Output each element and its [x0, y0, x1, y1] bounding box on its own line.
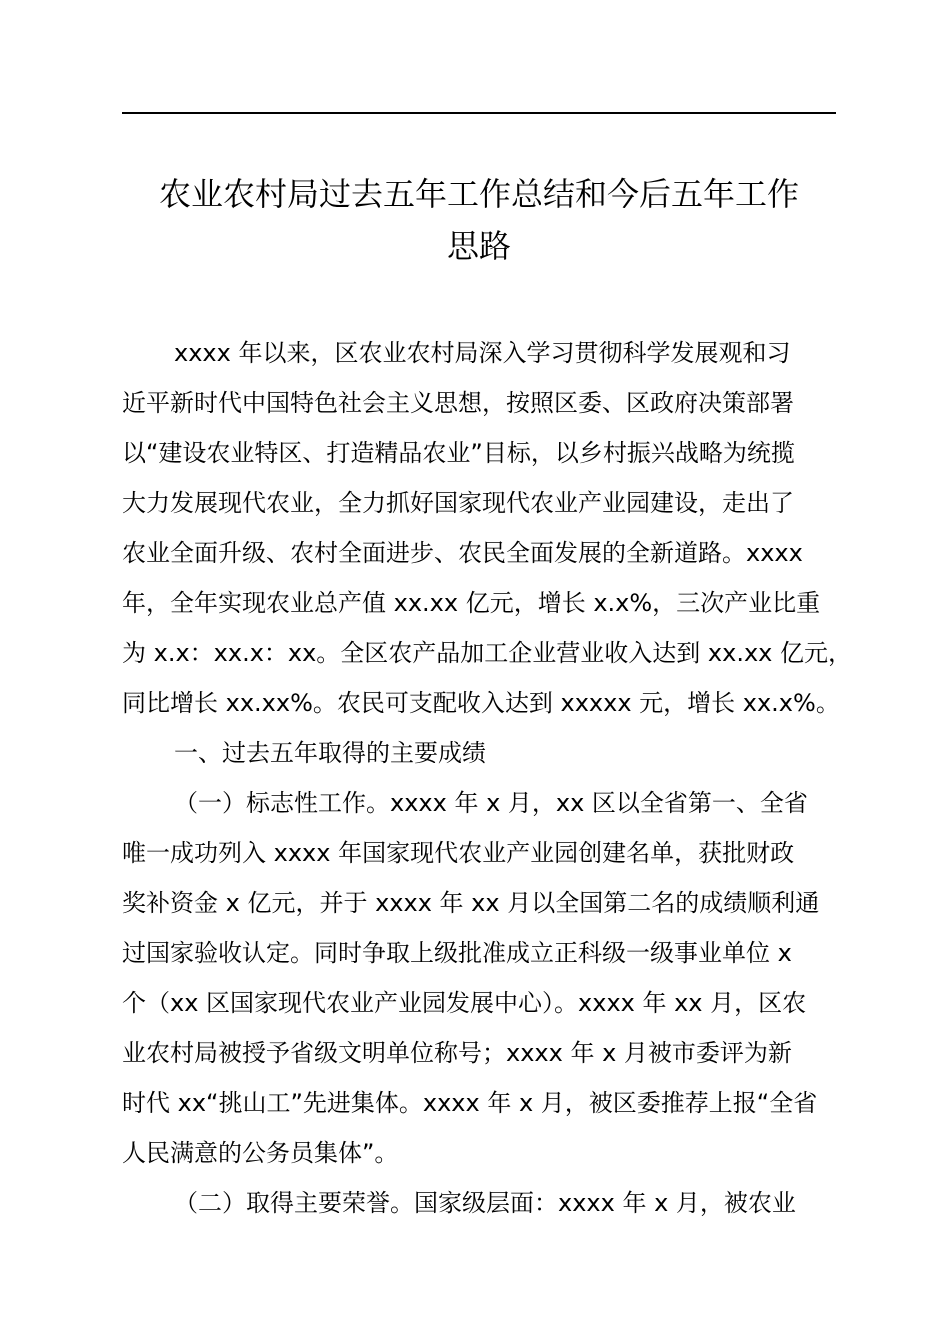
body-line: 业农村局被授予省级文明单位称号；xxxx 年 x 月被市委评为新 — [122, 1039, 792, 1067]
body-line: xxxx 年以来，区农业农村局深入学习贯彻科学发展观和习 — [174, 339, 791, 367]
body-line: 近平新时代中国特色社会主义思想，按照区委、区政府决策部署 — [122, 389, 794, 417]
title-line-1: 农业农村局过去五年工作总结和今后五年工作 — [158, 175, 799, 213]
body-line: 过国家验收认定。同时争取上级批准成立正科级一级事业单位 x — [122, 939, 792, 967]
document-body — [122, 328, 856, 1228]
body-line: 奖补资金 x 亿元，并于 xxxx 年 xx 月以全国第二名的成绩顺利通 — [122, 889, 820, 917]
title-line-2: 思路 — [446, 227, 511, 265]
body-line: 农业全面升级、农村全面进步、农民全面发展的全新道路。xxxx — [122, 539, 803, 567]
body-line: 人民满意的公务员集体”。 — [122, 1139, 399, 1167]
body-line: 一、过去五年取得的主要成绩 — [174, 739, 486, 767]
body-line: 唯一成功列入 xxxx 年国家现代农业产业园创建名单，获批财政 — [122, 839, 795, 867]
body-line: 个（xx 区国家现代农业产业园发展中心）。xxxx 年 xx 月，区农 — [122, 989, 807, 1017]
body-line: 以“建设农业特区、打造精品农业”目标，以乡村振兴战略为统揽 — [122, 439, 795, 467]
body-line: （一）标志性工作。xxxx 年 x 月，xx 区以全省第一、全省 — [174, 789, 808, 817]
header-rule — [122, 112, 836, 114]
body-line: 大力发展现代农业，全力抓好国家现代农业产业园建设，走出了 — [122, 489, 794, 517]
body-line: 年，全年实现农业总产值 xx.xx 亿元，增长 x.x%，三次产业比重 — [122, 589, 821, 617]
document-title — [112, 168, 846, 272]
body-line: 为 x.x：xx.x：xx。全区农产品加工企业营业收入达到 xx.xx 亿元， — [122, 639, 853, 667]
body-line: 时代 xx“挑山工”先进集体。xxxx 年 x 月，被区委推荐上报“全省 — [122, 1089, 818, 1117]
body-line: 同比增长 xx.xx%。农民可支配收入达到 xxxxx 元，增长 xx.x%。 — [122, 689, 840, 717]
body-line: （二）取得主要荣誉。国家级层面：xxxx 年 x 月，被农业 — [174, 1189, 796, 1217]
